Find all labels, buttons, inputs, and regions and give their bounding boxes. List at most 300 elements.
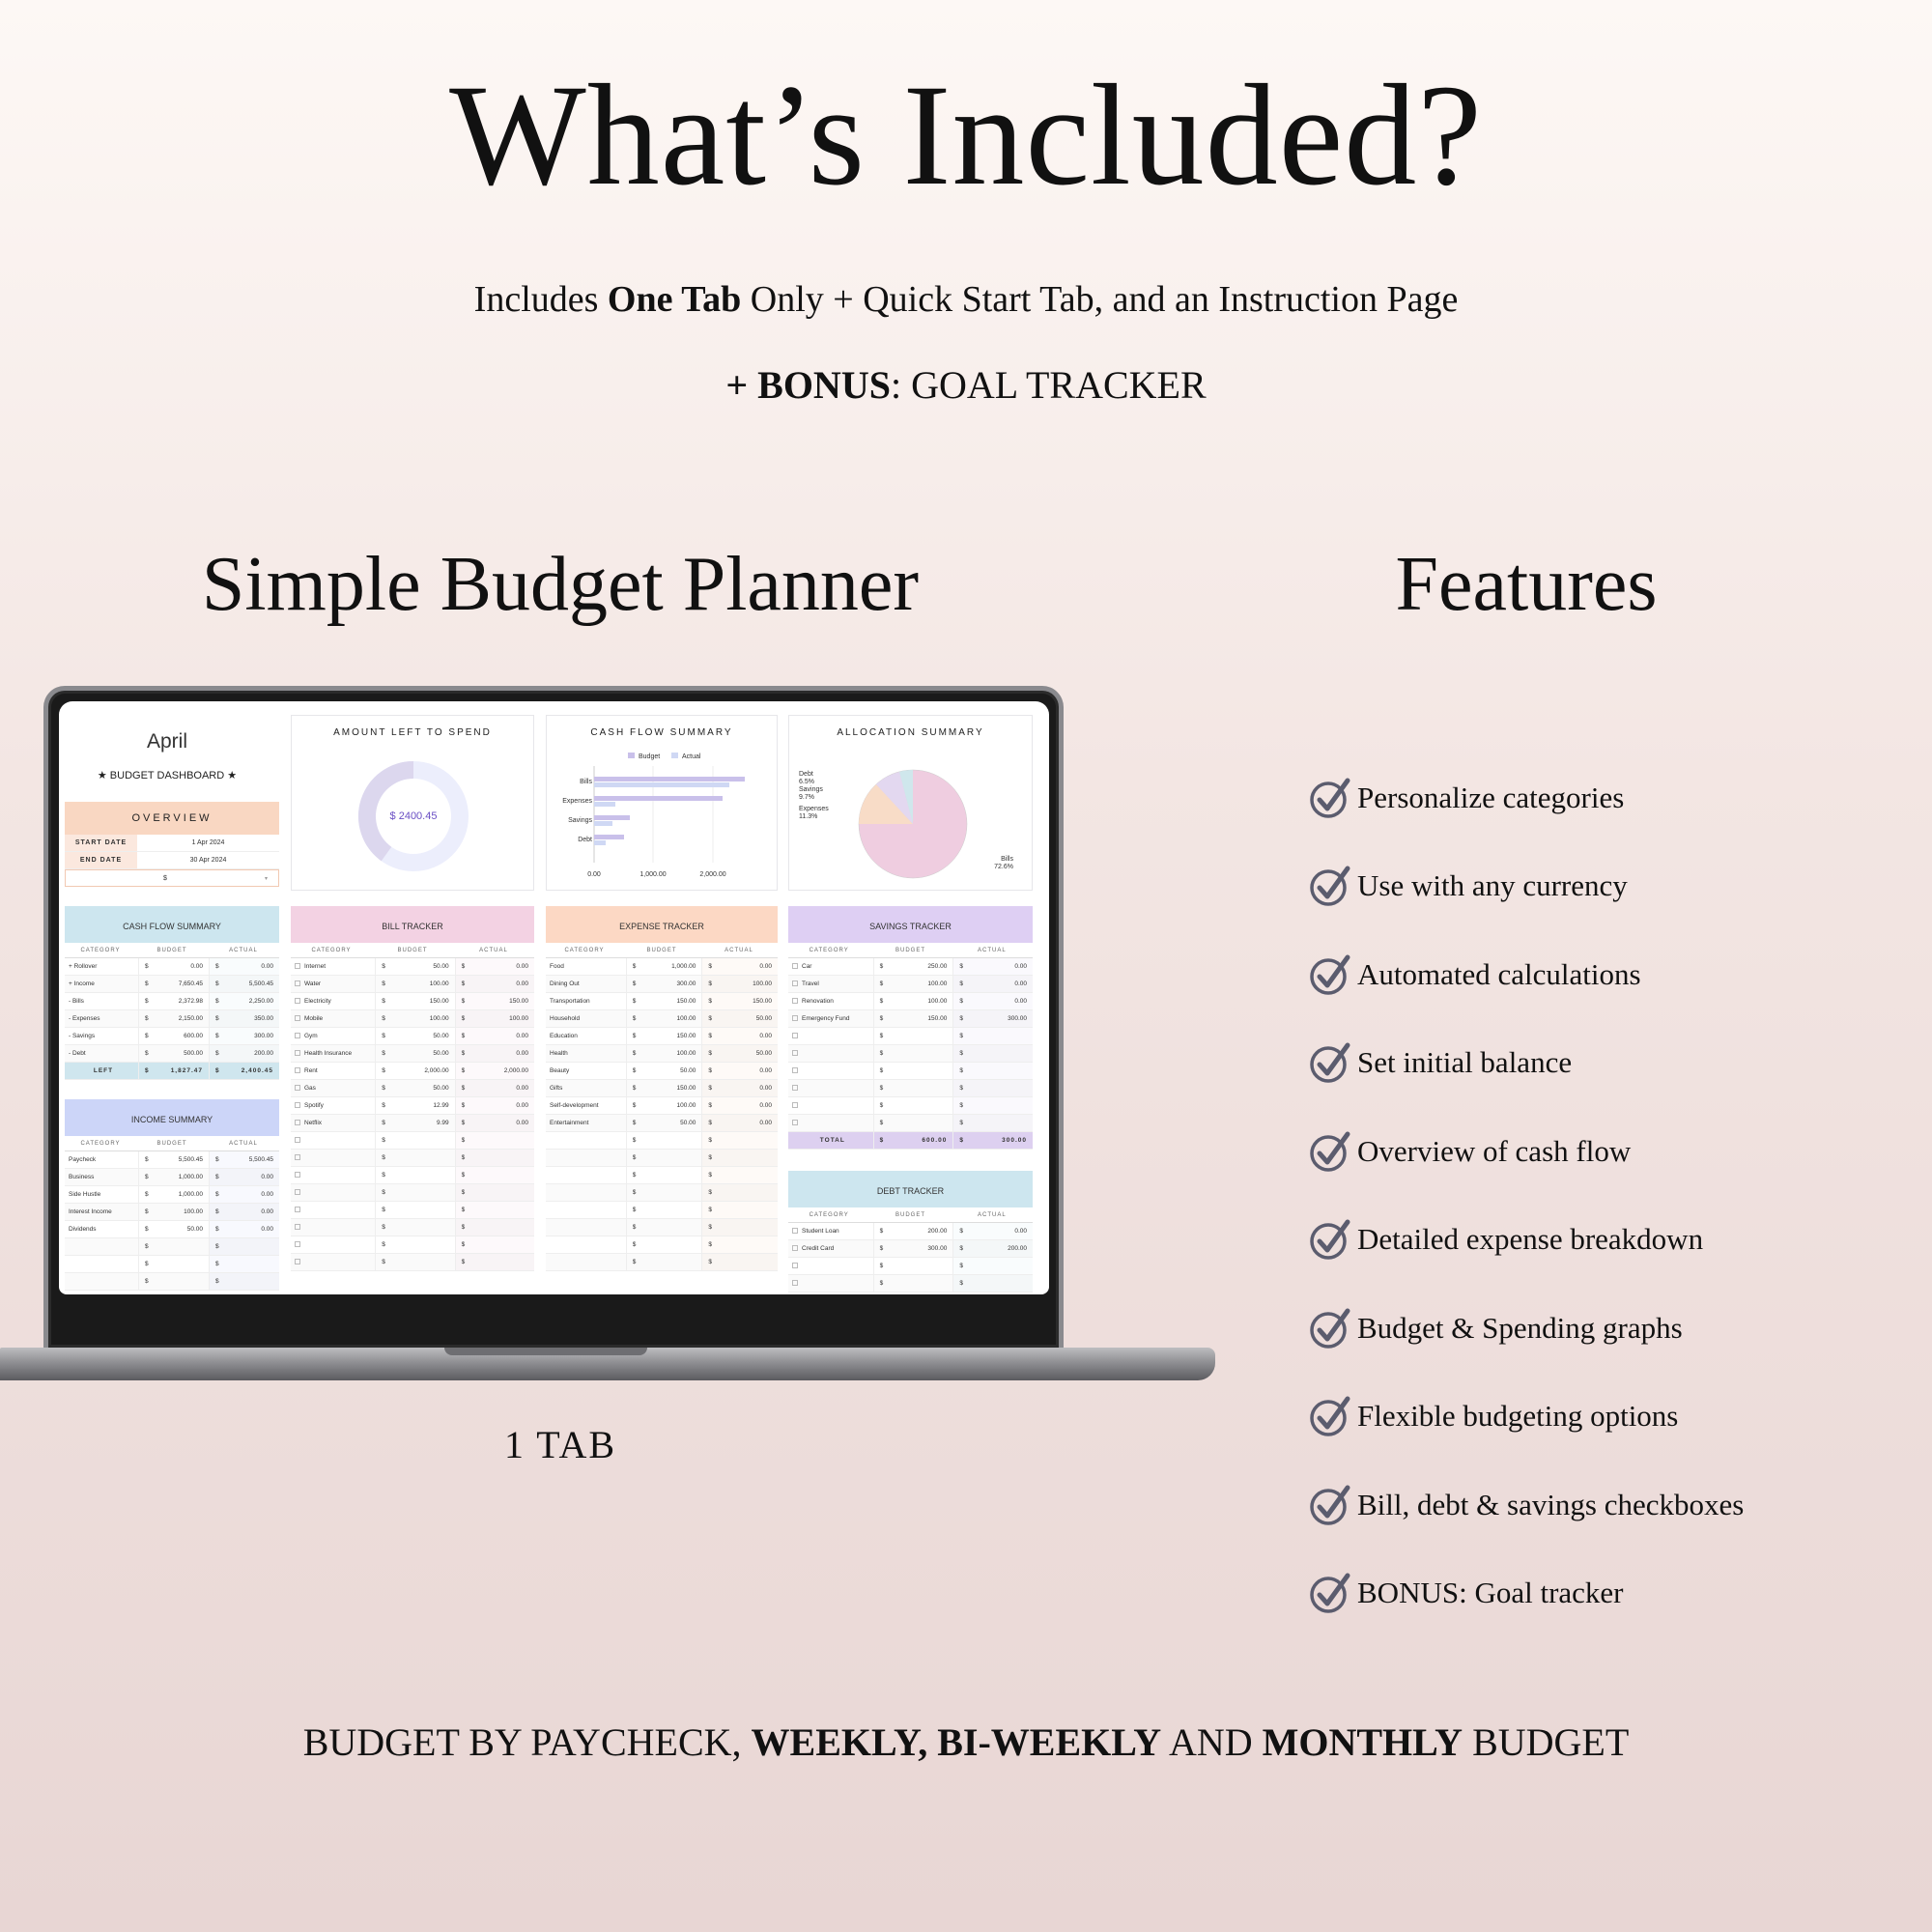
row-actual[interactable]: 0.00 — [759, 1033, 772, 1039]
checkbox[interactable] — [792, 1120, 798, 1125]
currency-symbol: $ — [959, 1085, 963, 1092]
table-row[interactable] — [788, 1240, 1033, 1258]
table-row[interactable] — [788, 1028, 1033, 1045]
currency-symbol: $ — [879, 1050, 884, 1057]
row-budget[interactable]: 50.00 — [680, 1067, 696, 1074]
row-actual[interactable]: 0.00 — [516, 963, 528, 970]
row-budget[interactable]: 150.00 — [676, 1033, 696, 1039]
currency-symbol: $ — [382, 963, 385, 970]
table-row[interactable] — [788, 1275, 1033, 1293]
currency-row[interactable] — [65, 869, 279, 887]
checkbox[interactable] — [295, 1259, 300, 1264]
checkbox[interactable] — [295, 1137, 300, 1143]
row-actual[interactable]: 200.00 — [254, 1050, 273, 1057]
column-header: CATEGORY — [311, 948, 352, 953]
currency-select[interactable]: $ — [163, 875, 167, 882]
bar-bills-budget — [594, 777, 745, 781]
currency-symbol: $ — [145, 1015, 149, 1022]
currency-symbol: $ — [632, 1067, 637, 1074]
currency-symbol: $ — [145, 1191, 149, 1198]
column-header: CATEGORY — [809, 1212, 849, 1218]
row-actual[interactable]: 0.00 — [759, 1067, 772, 1074]
checkbox[interactable] — [792, 1050, 798, 1056]
table-row[interactable] — [65, 1186, 279, 1204]
row-budget[interactable]: 2,000.00 — [424, 1067, 449, 1074]
includes-pre: Includes — [473, 279, 608, 320]
column-header: BUDGET — [895, 1212, 925, 1218]
row-category: Credit Card — [802, 1245, 835, 1252]
feature-label: Bill, debt & savings checkboxes — [1357, 1487, 1745, 1521]
checkbox[interactable] — [295, 1067, 300, 1073]
currency-symbol: $ — [708, 1259, 712, 1265]
includes-bold: One Tab — [607, 279, 742, 320]
row-actual[interactable]: 0.00 — [261, 1191, 273, 1198]
table-row[interactable] — [546, 1063, 778, 1080]
table-row[interactable] — [546, 1132, 778, 1150]
checkbox[interactable] — [792, 1228, 798, 1234]
feature-item — [1309, 1019, 1908, 1108]
checkbox[interactable] — [792, 998, 798, 1004]
table-row[interactable] — [65, 1256, 279, 1273]
table-row[interactable] — [546, 1115, 778, 1132]
table-row[interactable] — [546, 1045, 778, 1063]
table-row[interactable] — [788, 1080, 1033, 1097]
x-tick-2: 2,000.00 — [699, 871, 726, 878]
currency-symbol: $ — [145, 1156, 149, 1163]
row-category: Gas — [304, 1085, 316, 1092]
checkbox[interactable] — [295, 1033, 300, 1038]
table-row[interactable] — [788, 1115, 1033, 1132]
checkbox[interactable] — [295, 1154, 300, 1160]
checkbox[interactable] — [295, 1120, 300, 1125]
row-actual[interactable]: 0.00 — [261, 1208, 273, 1215]
table-row[interactable] — [291, 1219, 534, 1236]
currency-symbol: $ — [959, 1067, 963, 1074]
start-date-value[interactable]: 1 Apr 2024 — [191, 839, 225, 846]
row-budget[interactable]: 100.00 — [927, 998, 948, 1005]
table-row[interactable] — [788, 1097, 1033, 1115]
table-row[interactable] — [291, 1115, 534, 1132]
checkbox[interactable] — [295, 998, 300, 1004]
end-date-row — [65, 852, 279, 869]
currency-symbol: $ — [382, 1050, 385, 1057]
row-category: Dining Out — [550, 980, 580, 987]
row-actual[interactable]: 50.00 — [755, 1015, 772, 1022]
table-row[interactable] — [65, 1169, 279, 1186]
row-actual[interactable]: 0.00 — [1014, 1228, 1027, 1235]
row-budget[interactable]: 1,000.00 — [178, 1174, 203, 1180]
currency-symbol: $ — [959, 1102, 963, 1109]
table-row[interactable] — [291, 976, 534, 993]
row-category: Spotify — [304, 1102, 324, 1109]
y-label-bills: Bills — [580, 779, 592, 785]
row-actual[interactable]: 150.00 — [509, 998, 528, 1005]
table-row[interactable] — [788, 1063, 1033, 1080]
row-budget[interactable]: 600.00 — [184, 1033, 203, 1039]
currency-symbol: $ — [382, 1172, 385, 1179]
checkbox[interactable] — [792, 1033, 798, 1038]
currency-symbol: $ — [632, 1241, 637, 1248]
table-row[interactable] — [291, 1236, 534, 1254]
currency-symbol: $ — [145, 980, 149, 987]
row-actual[interactable]: 0.00 — [1014, 963, 1027, 970]
table-columns — [788, 943, 1033, 958]
currency-symbol: $ — [632, 1137, 637, 1144]
row-actual[interactable]: 0.00 — [516, 1033, 528, 1039]
table-row[interactable] — [65, 1151, 279, 1169]
row-budget[interactable]: 50.00 — [433, 963, 449, 970]
row-actual[interactable]: 200.00 — [1008, 1245, 1027, 1252]
currency-symbol: $ — [145, 963, 149, 970]
currency-symbol: $ — [382, 1085, 385, 1092]
row-budget[interactable]: 300.00 — [927, 1245, 948, 1252]
row-actual[interactable]: 2,250.00 — [248, 998, 273, 1005]
row-actual[interactable]: 350.00 — [254, 1015, 273, 1022]
currency-symbol: $ — [632, 1033, 637, 1039]
checkbox[interactable] — [295, 980, 300, 986]
row-budget[interactable]: 100.00 — [429, 1015, 449, 1022]
row-budget[interactable]: 150.00 — [676, 998, 696, 1005]
currency-symbol: $ — [708, 1102, 712, 1109]
row-budget[interactable]: 100.00 — [676, 1050, 696, 1057]
row-budget[interactable]: 500.00 — [184, 1050, 203, 1057]
currency-symbol: $ — [632, 1085, 637, 1092]
table-row[interactable] — [291, 1010, 534, 1028]
currency-symbol: $ — [959, 1015, 963, 1022]
checkbox[interactable] — [792, 1263, 798, 1268]
table-row[interactable] — [291, 1080, 534, 1097]
feature-label: Budget & Spending graphs — [1357, 1310, 1683, 1345]
column-header: ACTUAL — [977, 1212, 1007, 1218]
table-row[interactable] — [65, 1010, 279, 1028]
bar-savings-actual — [594, 821, 612, 826]
expense-tracker-table — [546, 906, 778, 1271]
currency-symbol: $ — [145, 1278, 149, 1285]
currency-symbol: $ — [461, 1067, 466, 1074]
pie-pct-bills: 72.6% — [994, 864, 1013, 870]
includes-line — [0, 278, 1932, 321]
checkbox[interactable] — [295, 1172, 300, 1178]
table-row[interactable] — [546, 976, 778, 993]
table-title: BILL TRACKER — [291, 906, 534, 943]
table-row[interactable] — [291, 1063, 534, 1080]
row-budget[interactable]: 150.00 — [676, 1085, 696, 1092]
currency-symbol: $ — [632, 1207, 637, 1213]
row-actual[interactable]: 300.00 — [1008, 1015, 1027, 1022]
currency-symbol: $ — [879, 1102, 884, 1109]
table-row[interactable] — [65, 993, 279, 1010]
column-header: ACTUAL — [229, 948, 258, 953]
table-row[interactable] — [788, 1045, 1033, 1063]
total-actual: 300.00 — [1002, 1137, 1027, 1144]
feature-label: Use with any currency — [1357, 868, 1628, 903]
table-row[interactable] — [546, 1028, 778, 1045]
row-category: Health Insurance — [304, 1050, 353, 1057]
currency-symbol: $ — [959, 980, 963, 987]
table-row[interactable] — [546, 1080, 778, 1097]
row-budget[interactable]: 100.00 — [927, 980, 948, 987]
currency-symbol: $ — [879, 1033, 884, 1039]
column-header: CATEGORY — [80, 1141, 121, 1147]
row-actual[interactable]: 0.00 — [516, 1120, 528, 1126]
y-label-expenses: Expenses — [562, 798, 592, 805]
includes-post: Only + Quick Start Tab, and an Instruction Page — [741, 279, 1459, 320]
feature-item — [1309, 1284, 1908, 1373]
row-budget[interactable]: 250.00 — [927, 963, 948, 970]
y-label-savings: Savings — [568, 817, 592, 824]
row-actual[interactable]: 0.00 — [1014, 980, 1027, 987]
checkbox[interactable] — [295, 1189, 300, 1195]
table-row[interactable] — [65, 1238, 279, 1256]
row-budget[interactable]: 150.00 — [927, 1015, 948, 1022]
row-actual[interactable]: 5,500.45 — [248, 1156, 273, 1163]
row-category: Dividends — [69, 1226, 97, 1233]
currency-symbol: $ — [959, 1137, 964, 1144]
checkbox[interactable] — [792, 1102, 798, 1108]
checkbox[interactable] — [792, 980, 798, 986]
table-row[interactable] — [291, 958, 534, 976]
currency-symbol: $ — [461, 998, 466, 1005]
table-row[interactable] — [65, 1028, 279, 1045]
check-circle-icon — [1309, 1484, 1351, 1526]
check-circle-icon — [1309, 777, 1351, 819]
checkbox[interactable] — [295, 1015, 300, 1021]
table-title: DEBT TRACKER — [788, 1171, 1033, 1208]
checkbox[interactable] — [792, 963, 798, 969]
table-row[interactable] — [291, 1202, 534, 1219]
currency-symbol: $ — [879, 1280, 884, 1287]
table-title: CASH FLOW SUMMARY — [65, 906, 279, 943]
row-budget[interactable]: 9.99 — [436, 1120, 449, 1126]
currency-symbol: $ — [461, 1085, 466, 1092]
bar-expenses-actual — [594, 802, 615, 807]
row-actual[interactable]: 0.00 — [516, 980, 528, 987]
feature-label: Overview of cash flow — [1357, 1133, 1632, 1168]
currency-symbol: $ — [708, 1189, 712, 1196]
row-actual[interactable]: 0.00 — [759, 1120, 772, 1126]
currency-symbol: $ — [708, 1085, 712, 1092]
currency-symbol: $ — [708, 998, 712, 1005]
checkbox[interactable] — [792, 1015, 798, 1021]
currency-symbol: $ — [382, 1067, 385, 1074]
table-row[interactable] — [65, 1204, 279, 1221]
checkbox[interactable] — [295, 963, 300, 969]
end-date-value[interactable]: 30 Apr 2024 — [189, 857, 227, 864]
table-columns — [65, 943, 279, 958]
bar-debt-budget — [594, 835, 624, 839]
column-header: BUDGET — [646, 948, 677, 953]
table-row[interactable] — [546, 1097, 778, 1115]
checkbox[interactable] — [295, 1207, 300, 1212]
currency-symbol: $ — [461, 963, 466, 970]
row-actual[interactable]: 150.00 — [753, 998, 772, 1005]
currency-symbol: $ — [959, 1120, 963, 1126]
debt-tracker-table — [788, 1171, 1033, 1293]
checkbox[interactable] — [792, 1067, 798, 1073]
currency-symbol: $ — [382, 1189, 385, 1196]
currency-symbol: $ — [632, 1172, 637, 1179]
column-header: ACTUAL — [724, 948, 753, 953]
row-category: Car — [802, 963, 812, 970]
table-row[interactable] — [291, 1045, 534, 1063]
row-budget[interactable]: 50.00 — [680, 1120, 696, 1126]
row-budget[interactable]: 300.00 — [676, 980, 696, 987]
table-row[interactable] — [546, 1010, 778, 1028]
row-category: Education — [550, 1033, 578, 1039]
table-row[interactable] — [788, 976, 1033, 993]
table-row[interactable] — [546, 1167, 778, 1184]
checkbox[interactable] — [295, 1102, 300, 1108]
currency-symbol: $ — [708, 1224, 712, 1231]
row-budget[interactable]: 2,150.00 — [178, 1015, 203, 1022]
row-budget[interactable]: 12.99 — [433, 1102, 449, 1109]
row-budget[interactable]: 50.00 — [433, 1050, 449, 1057]
currency-symbol: $ — [215, 998, 219, 1005]
row-actual[interactable]: 5,500.45 — [248, 980, 273, 987]
table-row[interactable] — [291, 1132, 534, 1150]
currency-symbol: $ — [879, 1137, 885, 1144]
row-actual[interactable]: 0.00 — [759, 1085, 772, 1092]
currency-symbol: $ — [959, 1245, 963, 1252]
row-actual[interactable]: 100.00 — [753, 980, 772, 987]
currency-symbol: $ — [382, 1154, 385, 1161]
row-actual[interactable]: 300.00 — [254, 1033, 273, 1039]
table-row[interactable] — [788, 958, 1033, 976]
dashboard-title: ★ BUDGET DASHBOARD ★ — [97, 770, 238, 781]
checkbox[interactable] — [792, 1245, 798, 1251]
bonus-bold: + BONUS — [725, 363, 891, 407]
currency-symbol: $ — [461, 1033, 466, 1039]
table-row[interactable] — [546, 1202, 778, 1219]
table-row[interactable] — [546, 1219, 778, 1236]
row-category: Internet — [304, 963, 327, 970]
column-header: BUDGET — [156, 1141, 187, 1147]
feature-item — [1309, 1107, 1908, 1196]
row-budget[interactable]: 50.00 — [186, 1226, 203, 1233]
currency-symbol: $ — [145, 1050, 149, 1057]
table-row[interactable] — [546, 1184, 778, 1202]
pie-label-debt: Debt — [799, 771, 813, 778]
row-budget[interactable]: 100.00 — [429, 980, 449, 987]
row-category: Beauty — [550, 1067, 570, 1074]
currency-symbol: $ — [708, 1033, 712, 1039]
table-row[interactable] — [546, 1254, 778, 1271]
row-budget[interactable]: 100.00 — [184, 1208, 203, 1215]
total-label: LEFT — [93, 1067, 114, 1074]
table-row[interactable] — [546, 1236, 778, 1254]
checkbox[interactable] — [295, 1241, 300, 1247]
checkbox[interactable] — [792, 1280, 798, 1286]
table-row[interactable] — [291, 1254, 534, 1271]
bill-tracker-table — [291, 906, 534, 1271]
row-actual[interactable]: 0.00 — [516, 1085, 528, 1092]
row-budget[interactable]: 1,000.00 — [178, 1191, 203, 1198]
currency-symbol: $ — [215, 1033, 219, 1039]
row-budget[interactable]: 0.00 — [190, 963, 203, 970]
currency-symbol: $ — [708, 1015, 712, 1022]
row-budget[interactable]: 1,000.00 — [671, 963, 696, 970]
table-row[interactable] — [546, 1150, 778, 1167]
table-row[interactable] — [788, 1258, 1033, 1275]
row-budget[interactable]: 100.00 — [676, 1102, 696, 1109]
table-row[interactable] — [65, 1273, 279, 1291]
table-row[interactable] — [291, 1097, 534, 1115]
table-row[interactable] — [65, 1045, 279, 1063]
table-row[interactable] — [291, 1184, 534, 1202]
row-category: Interest Income — [69, 1208, 112, 1215]
currency-symbol: $ — [959, 1050, 963, 1057]
row-budget[interactable]: 50.00 — [433, 1033, 449, 1039]
bar-bills-actual — [594, 782, 729, 787]
table-row[interactable] — [291, 1167, 534, 1184]
row-actual[interactable]: 0.00 — [1014, 998, 1027, 1005]
feature-item — [1309, 1373, 1908, 1462]
row-actual[interactable]: 0.00 — [759, 1102, 772, 1109]
row-actual[interactable]: 2,000.00 — [503, 1067, 528, 1074]
row-actual[interactable]: 0.00 — [759, 963, 772, 970]
row-actual[interactable]: 50.00 — [755, 1050, 772, 1057]
currency-symbol: $ — [382, 1033, 385, 1039]
checkbox[interactable] — [792, 1085, 798, 1091]
table-row[interactable] — [65, 1221, 279, 1238]
currency-symbol: $ — [632, 980, 637, 987]
table-row[interactable] — [788, 1010, 1033, 1028]
row-budget[interactable]: 150.00 — [429, 998, 449, 1005]
row-category: Travel — [802, 980, 819, 987]
row-budget[interactable]: 7,650.45 — [178, 980, 203, 987]
row-budget[interactable]: 50.00 — [433, 1085, 449, 1092]
row-actual[interactable]: 0.00 — [261, 1174, 273, 1180]
row-category: - Bills — [69, 998, 84, 1005]
row-category: Rent — [304, 1067, 318, 1074]
feature-label: Set initial balance — [1357, 1045, 1573, 1080]
table-total-row — [788, 1132, 1033, 1150]
table-row[interactable] — [291, 1028, 534, 1045]
table-row[interactable] — [546, 958, 778, 976]
row-actual[interactable]: 0.00 — [261, 1226, 273, 1233]
row-actual[interactable]: 0.00 — [516, 1102, 528, 1109]
table-row[interactable] — [291, 993, 534, 1010]
table-row[interactable] — [788, 993, 1033, 1010]
currency-symbol: $ — [632, 1224, 637, 1231]
total-budget: 1,827.47 — [170, 1067, 203, 1074]
row-budget[interactable]: 5,500.45 — [178, 1156, 203, 1163]
checkbox[interactable] — [295, 1224, 300, 1230]
table-row[interactable] — [65, 976, 279, 993]
row-budget[interactable]: 200.00 — [927, 1228, 948, 1235]
cashflow-chart-card — [546, 715, 778, 891]
row-actual[interactable]: 100.00 — [509, 1015, 528, 1022]
feature-label: Flexible budgeting options — [1357, 1399, 1679, 1434]
row-budget[interactable]: 100.00 — [676, 1015, 696, 1022]
table-title: EXPENSE TRACKER — [546, 906, 778, 943]
currency-symbol: $ — [461, 1207, 466, 1213]
checkbox[interactable] — [295, 1085, 300, 1091]
checkbox[interactable] — [295, 1050, 300, 1056]
chevron-down-icon[interactable]: ▾ — [265, 876, 269, 882]
legend-actual-label: Actual — [682, 753, 701, 760]
feature-label: Detailed expense breakdown — [1357, 1222, 1704, 1257]
currency-symbol: $ — [708, 1067, 712, 1074]
table-row[interactable] — [546, 993, 778, 1010]
check-circle-icon — [1309, 1218, 1351, 1261]
row-budget[interactable]: 2,372.98 — [178, 998, 203, 1005]
table-row[interactable] — [788, 1223, 1033, 1240]
table-row[interactable] — [291, 1150, 534, 1167]
table-row[interactable] — [65, 958, 279, 976]
row-actual[interactable]: 0.00 — [261, 963, 273, 970]
row-actual[interactable]: 0.00 — [516, 1050, 528, 1057]
